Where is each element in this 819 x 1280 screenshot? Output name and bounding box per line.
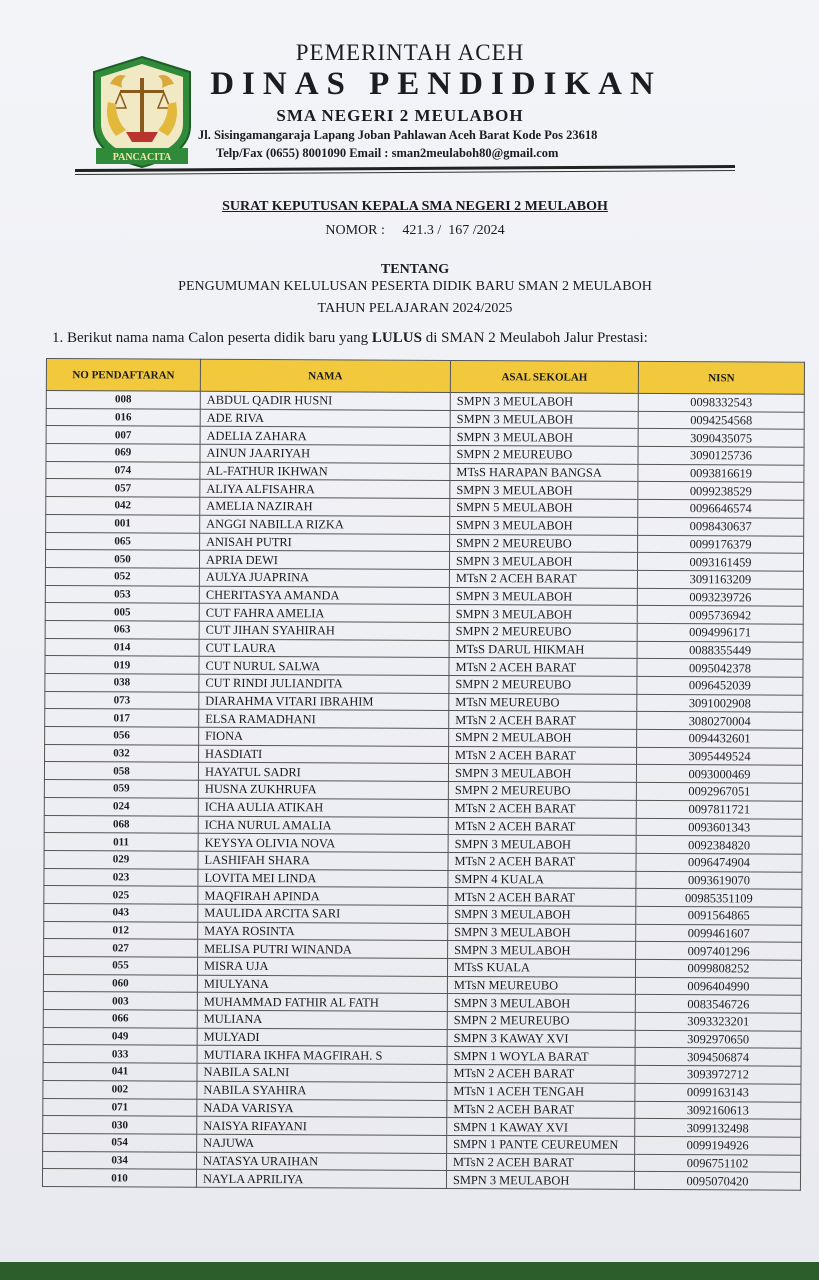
cell-nisn: 00985351109 [636, 889, 802, 907]
cell-nisn: 0095070420 [634, 1172, 800, 1190]
cell-nama: AULYA JUAPRINA [199, 568, 449, 587]
column-header-no-pendaftaran: NO PENDAFTARAN [46, 359, 200, 392]
cell-nisn: 0097811721 [636, 800, 802, 818]
cell-no-pendaftaran: 012 [44, 921, 198, 939]
cell-no-pendaftaran: 052 [45, 567, 199, 585]
agency-name: DINAS PENDIDIKAN [210, 66, 662, 102]
cell-nama: ADELIA ZAHARA [200, 427, 450, 446]
cell-no-pendaftaran: 025 [44, 886, 198, 904]
cell-nisn: 3090435075 [638, 429, 804, 447]
cell-nisn: 0088355449 [637, 641, 803, 659]
cell-asal-sekolah: SMPN 1 WOYLA BARAT [447, 1047, 635, 1066]
cell-no-pendaftaran: 030 [43, 1116, 197, 1134]
cell-nisn: 3093972712 [635, 1066, 801, 1084]
cell-nama: MUTIARA IKHFA MAGFIRAH. S [197, 1046, 447, 1065]
cell-nisn: 0095042378 [637, 659, 803, 677]
cell-no-pendaftaran: 049 [43, 1027, 197, 1045]
cell-nama: AL-FATHUR IKHWAN [200, 462, 450, 481]
cell-nisn: 0096404990 [635, 977, 801, 995]
cell-nisn: 0099461607 [636, 924, 802, 942]
cell-no-pendaftaran: 066 [43, 1010, 197, 1028]
cell-asal-sekolah: SMPN 3 MEULABOH [449, 605, 637, 624]
cell-nisn: 0099176379 [638, 535, 804, 553]
cell-no-pendaftaran: 029 [44, 850, 198, 868]
cell-no-pendaftaran: 074 [46, 461, 200, 479]
cell-nisn: 0095736942 [637, 606, 803, 624]
decree-number: NOMOR : 421.3 / 167 /2024 [325, 223, 505, 238]
cell-asal-sekolah: SMPN 3 MEULABOH [446, 1171, 634, 1190]
decree-title: SURAT KEPUTUSAN KEPALA SMA NEGERI 2 MEULABOH [222, 199, 608, 214]
decree-about-heading: TENTANG [380, 262, 450, 277]
column-header-nama: NAMA [200, 359, 450, 392]
cell-nisn: 0098332543 [638, 393, 804, 411]
cell-nisn: 0099808252 [635, 959, 801, 977]
cell-nama: HASDIATI [199, 745, 449, 764]
cell-nama: ICHA AULIA ATIKAH [198, 798, 448, 817]
cell-asal-sekolah: SMPN 3 MEULABOH [448, 941, 636, 960]
cell-asal-sekolah: SMPN 3 KAWAY XVI [447, 1029, 635, 1048]
pancacita-emblem-icon [86, 54, 198, 170]
cell-no-pendaftaran: 038 [45, 673, 199, 691]
cell-no-pendaftaran: 071 [43, 1098, 197, 1116]
cell-nisn: 0093161459 [637, 553, 803, 571]
cell-nisn: 0099238529 [638, 482, 804, 500]
cell-nisn: 0093619070 [636, 871, 802, 889]
cell-nisn: 0093239726 [637, 588, 803, 606]
cell-nisn: 0094254568 [638, 411, 804, 429]
cell-nama: ABDUL QADIR HUSNI [200, 391, 450, 410]
cell-asal-sekolah: SMPN 3 MEULABOH [448, 764, 636, 783]
cell-nisn: 0083546726 [635, 995, 801, 1013]
cell-nama: NABILA SYAHIRA [197, 1081, 447, 1100]
cell-nisn: 0096452039 [637, 676, 803, 694]
column-header-asal-sekolah: ASAL SEKOLAH [450, 360, 638, 393]
cell-nisn: 3099132498 [635, 1119, 801, 1137]
decree-subject-line-1: PENGUMUMAN KELULUSAN PESERTA DIDIK BARU SMAN 2 MEULABOH [178, 279, 652, 294]
cell-asal-sekolah: SMPN 2 MEUREUBO [447, 1012, 635, 1031]
cell-nisn: 0093000469 [636, 765, 802, 783]
cell-asal-sekolah: SMPN 5 MEULABOH [450, 499, 638, 518]
cell-no-pendaftaran: 060 [43, 974, 197, 992]
cell-nama: MIULYANA [197, 975, 447, 994]
cell-nama: AMELIA NAZIRAH [200, 497, 450, 516]
cell-asal-sekolah: MTsS KUALA [447, 958, 635, 977]
cell-nama: ELSA RAMADHANI [199, 710, 449, 729]
cell-asal-sekolah: SMPN 2 MEUREUBO [449, 675, 637, 694]
cell-asal-sekolah: SMPN 2 MEUREUBO [448, 782, 636, 801]
cell-no-pendaftaran: 042 [46, 497, 200, 515]
cell-asal-sekolah: SMPN 3 MEULABOH [450, 392, 638, 411]
cell-no-pendaftaran: 055 [43, 956, 197, 974]
cell-nama: AINUN JAARIYAH [200, 444, 450, 463]
school-name: SMA NEGERI 2 MEULABOH [276, 106, 524, 125]
cell-no-pendaftaran: 007 [46, 426, 200, 444]
cell-no-pendaftaran: 043 [44, 903, 198, 921]
cell-nama: MUHAMMAD FATHIR AL FATH [197, 993, 447, 1012]
cell-no-pendaftaran: 005 [45, 603, 199, 621]
cell-nisn: 0096751102 [635, 1154, 801, 1172]
cell-no-pendaftaran: 032 [45, 744, 199, 762]
cell-no-pendaftaran: 057 [46, 479, 200, 497]
cell-no-pendaftaran: 027 [44, 939, 198, 957]
cell-asal-sekolah: SMPN 3 MEULABOH [448, 923, 636, 942]
cell-nama: MAYA ROSINTA [198, 922, 448, 941]
cell-asal-sekolah: SMPN 4 KUALA [448, 870, 636, 889]
cell-asal-sekolah: MTsN 2 ACEH BARAT [448, 817, 636, 836]
cell-nama: HUSNA ZUKHRUFA [198, 780, 448, 799]
cell-asal-sekolah: SMPN 2 MEULABOH [449, 729, 637, 748]
cell-asal-sekolah: MTsN MEUREUBO [447, 976, 635, 995]
cell-nama: ANGGI NABILLA RIZKA [200, 515, 450, 534]
cell-no-pendaftaran: 008 [46, 391, 200, 409]
cell-asal-sekolah: MTsN 2 ACEH BARAT [448, 852, 636, 871]
cell-asal-sekolah: SMPN 3 MEULABOH [450, 516, 638, 535]
cell-nisn: 3092970650 [635, 1030, 801, 1048]
cell-nisn: 3091002908 [637, 694, 803, 712]
cell-asal-sekolah: SMPN 3 MEULABOH [449, 587, 637, 606]
cell-nisn: 0096474904 [636, 853, 802, 871]
cell-nisn: 0094432601 [637, 729, 803, 747]
cell-asal-sekolah: SMPN 3 MEULABOH [450, 481, 638, 500]
decree-subject-line-2: TAHUN PELAJARAN 2024/2025 [317, 301, 513, 316]
cell-asal-sekolah: SMPN 1 KAWAY XVI [447, 1118, 635, 1137]
cell-nama: CUT LAURA [199, 639, 449, 658]
cell-no-pendaftaran: 065 [46, 532, 200, 550]
cell-nama: ALIYA ALFISAHRA [200, 480, 450, 499]
results-table [42, 358, 805, 1191]
cell-nama: CUT JIHAN SYAHIRAH [199, 621, 449, 640]
cell-nama: NAISYA RIFAYANI [197, 1116, 447, 1135]
cell-nisn: 3095449524 [637, 747, 803, 765]
cell-no-pendaftaran: 058 [44, 762, 198, 780]
cell-asal-sekolah: SMPN 3 MEULABOH [450, 428, 638, 447]
cell-nama: NAYLA APRILIYA [196, 1169, 446, 1188]
cell-asal-sekolah: MTsN 2 ACEH BARAT [449, 711, 637, 730]
cell-no-pendaftaran: 002 [43, 1080, 197, 1098]
intro-text-before: 1. Berikut nama nama Calon peserta didik baru yang [52, 330, 372, 346]
intro-text-after: di SMAN 2 Meulaboh Jalur Prestasi: [421, 330, 648, 346]
cell-no-pendaftaran: 024 [44, 797, 198, 815]
cell-asal-sekolah: SMPN 3 MEULABOH [448, 905, 636, 924]
cell-nama: MULIANA [197, 1010, 447, 1029]
cell-nisn: 3091163209 [637, 570, 803, 588]
cell-nama: NADA VARISYA [197, 1099, 447, 1118]
cell-asal-sekolah: MTsN 2 ACEH BARAT [449, 658, 637, 677]
cell-asal-sekolah: SMPN 3 MEULABOH [447, 994, 635, 1013]
cell-nama: MELISA PUTRI WINANDA [198, 940, 448, 959]
cell-nisn: 3090125736 [638, 446, 804, 464]
cell-nama: APRIA DEWI [199, 550, 449, 569]
cell-no-pendaftaran: 033 [43, 1045, 197, 1063]
cell-no-pendaftaran: 041 [43, 1063, 197, 1081]
cell-no-pendaftaran: 068 [44, 815, 198, 833]
cell-nama: ICHA NURUL AMALIA [198, 816, 448, 835]
cell-no-pendaftaran: 017 [45, 709, 199, 727]
background-edge [0, 1262, 819, 1280]
cell-nama: CUT RINDI JULIANDITA [199, 674, 449, 693]
cell-nama: MAULIDA ARCITA SARI [198, 904, 448, 923]
cell-no-pendaftaran: 063 [45, 620, 199, 638]
cell-nama: NATASYA URAIHAN [197, 1152, 447, 1171]
cell-asal-sekolah: MTsN 2 ACEH BARAT [449, 746, 637, 765]
cell-no-pendaftaran: 011 [44, 833, 198, 851]
cell-asal-sekolah: SMPN 1 PANTE CEUREUMEN [447, 1135, 635, 1154]
cell-no-pendaftaran: 050 [45, 550, 199, 568]
intro-text-bold: LULUS [371, 330, 422, 346]
cell-no-pendaftaran: 034 [43, 1151, 197, 1169]
cell-nama: MISRA UJA [197, 957, 447, 976]
cell-nama: CHERITASYA AMANDA [199, 586, 449, 605]
table-header-row [46, 359, 804, 395]
cell-nisn: 0099194926 [635, 1136, 801, 1154]
cell-nisn: 0093816619 [638, 464, 804, 482]
cell-asal-sekolah: SMPN 3 MEULABOH [449, 552, 637, 571]
cell-nama: DIARAHMA VITARI IBRAHIM [199, 692, 449, 711]
table-body [42, 391, 804, 1191]
cell-nama: NABILA SALNI [197, 1063, 447, 1082]
cell-nisn: 0099163143 [635, 1083, 801, 1101]
cell-asal-sekolah: MTsN 1 ACEH TENGAH [447, 1082, 635, 1101]
cell-nama: ADE RIVA [200, 409, 450, 428]
cell-nisn: 0098430637 [638, 517, 804, 535]
cell-asal-sekolah: SMPN 2 MEUREUBO [449, 622, 637, 641]
cell-nama: MAQFIRAH APINDA [198, 886, 448, 905]
cell-nama: ANISAH PUTRI [200, 533, 450, 552]
cell-no-pendaftaran: 019 [45, 656, 199, 674]
cell-nisn: 0092384820 [636, 836, 802, 854]
logo-text: PANCACITA [112, 152, 172, 163]
cell-nama: HAYATUL SADRI [198, 763, 448, 782]
school-address: Jl. Sisingamangaraja Lapang Joban Pahlawan Aceh Barat Kode Pos 23618 [198, 128, 598, 142]
cell-nisn: 0091564865 [636, 906, 802, 924]
cell-nisn: 0097401296 [636, 942, 802, 960]
cell-asal-sekolah: MTsS HARAPAN BANGSA [450, 463, 638, 482]
intro-paragraph [52, 330, 792, 347]
cell-asal-sekolah: SMPN 3 MEULABOH [450, 410, 638, 429]
cell-nisn: 0093601343 [636, 818, 802, 836]
cell-nisn: 3093323201 [635, 1012, 801, 1030]
cell-asal-sekolah: MTsN MEUREUBO [449, 693, 637, 712]
cell-no-pendaftaran: 073 [45, 691, 199, 709]
cell-asal-sekolah: MTsN 2 ACEH BARAT [447, 1065, 635, 1084]
cell-nama: MULYADI [197, 1028, 447, 1047]
cell-asal-sekolah: MTsN 2 ACEH BARAT [447, 1153, 635, 1172]
cell-no-pendaftaran: 010 [42, 1169, 196, 1187]
cell-nisn: 3094506874 [635, 1048, 801, 1066]
cell-asal-sekolah: MTsN 2 ACEH BARAT [448, 799, 636, 818]
table-row [42, 1169, 800, 1190]
cell-no-pendaftaran: 014 [45, 638, 199, 656]
cell-nama: FIONA [199, 727, 449, 746]
cell-nama: KEYSYA OLIVIA NOVA [198, 833, 448, 852]
cell-nama: CUT FAHRA AMELIA [199, 604, 449, 623]
cell-asal-sekolah: MTsS DARUL HIKMAH [449, 640, 637, 659]
cell-nama: NAJUWA [197, 1134, 447, 1153]
cell-asal-sekolah: MTsN 2 ACEH BARAT [447, 1100, 635, 1119]
cell-no-pendaftaran: 023 [44, 868, 198, 886]
government-name: PEMERINTAH ACEH [295, 40, 525, 65]
cell-no-pendaftaran: 059 [44, 780, 198, 798]
cell-asal-sekolah: SMPN 3 MEULABOH [448, 835, 636, 854]
cell-no-pendaftaran: 069 [46, 444, 200, 462]
cell-nisn: 0092967051 [636, 783, 802, 801]
cell-asal-sekolah: MTsN 2 ACEH BARAT [448, 888, 636, 907]
cell-no-pendaftaran: 053 [45, 585, 199, 603]
school-contact: Telp/Fax (0655) 8001090 Email : sman2meulaboh80@gmail.com [216, 146, 559, 160]
cell-no-pendaftaran: 016 [46, 408, 200, 426]
cell-no-pendaftaran: 056 [45, 727, 199, 745]
cell-no-pendaftaran: 003 [43, 992, 197, 1010]
cell-nama: CUT NURUL SALWA [199, 657, 449, 676]
cell-nisn: 3080270004 [637, 712, 803, 730]
cell-asal-sekolah: SMPN 2 MEUREUBO [450, 534, 638, 553]
cell-nama: LOVITA MEI LINDA [198, 869, 448, 888]
column-header-nisn: NISN [638, 361, 804, 394]
cell-asal-sekolah: SMPN 2 MEUREUBO [450, 446, 638, 465]
cell-asal-sekolah: MTsN 2 ACEH BARAT [449, 569, 637, 588]
cell-no-pendaftaran: 054 [43, 1133, 197, 1151]
cell-nisn: 0094996171 [637, 623, 803, 641]
cell-nama: LASHIFAH SHARA [198, 851, 448, 870]
cell-no-pendaftaran: 001 [46, 514, 200, 532]
cell-nisn: 0096646574 [638, 500, 804, 518]
cell-nisn: 3092160613 [635, 1101, 801, 1119]
